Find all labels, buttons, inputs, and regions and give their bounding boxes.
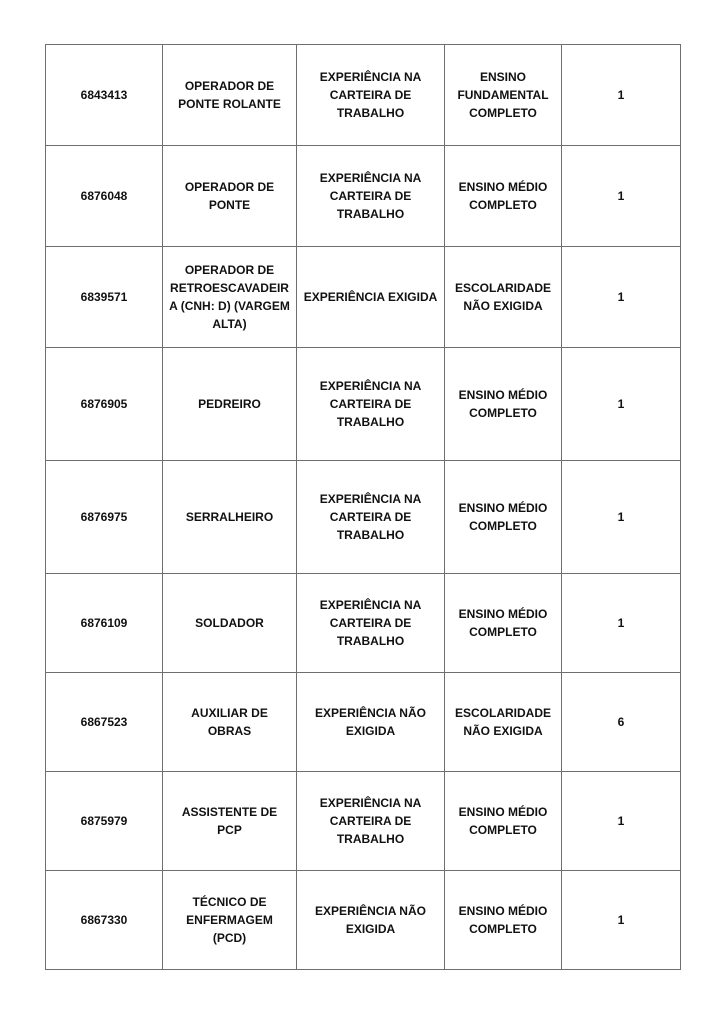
job-title-cell: AUXILIAR DE OBRAS	[163, 673, 297, 772]
vacancies-cell: 1	[562, 871, 681, 970]
job-title-cell: SERRALHEIRO	[163, 461, 297, 574]
job-title-cell: ASSISTENTE DE PCP	[163, 772, 297, 871]
education-cell: ENSINO FUNDAMENTAL COMPLETO	[445, 45, 562, 146]
experience-cell: EXPERIÊNCIA NA CARTEIRA DE TRABALHO	[297, 461, 445, 574]
job-vacancies-table	[45, 44, 681, 970]
table-row	[46, 772, 681, 871]
table-row	[46, 247, 681, 348]
experience-cell: EXPERIÊNCIA NA CARTEIRA DE TRABALHO	[297, 348, 445, 461]
education-cell: ENSINO MÉDIO COMPLETO	[445, 574, 562, 673]
vacancies-cell: 1	[562, 772, 681, 871]
vacancies-cell: 1	[562, 146, 681, 247]
job-title-cell: PEDREIRO	[163, 348, 297, 461]
job-code-cell: 6867523	[46, 673, 163, 772]
education-cell: ESCOLARIDADE NÃO EXIGIDA	[445, 673, 562, 772]
experience-cell: EXPERIÊNCIA NA CARTEIRA DE TRABALHO	[297, 574, 445, 673]
job-code-cell: 6843413	[46, 45, 163, 146]
job-code-cell: 6876905	[46, 348, 163, 461]
education-cell: ESCOLARIDADE NÃO EXIGIDA	[445, 247, 562, 348]
table-row	[46, 45, 681, 146]
document-page	[45, 44, 680, 970]
vacancies-cell: 6	[562, 673, 681, 772]
job-title-cell: SOLDADOR	[163, 574, 297, 673]
table-row	[46, 574, 681, 673]
experience-cell: EXPERIÊNCIA NA CARTEIRA DE TRABALHO	[297, 45, 445, 146]
job-code-cell: 6867330	[46, 871, 163, 970]
job-code-cell: 6875979	[46, 772, 163, 871]
vacancies-cell: 1	[562, 348, 681, 461]
education-cell: ENSINO MÉDIO COMPLETO	[445, 871, 562, 970]
vacancies-cell: 1	[562, 574, 681, 673]
job-title-cell: OPERADOR DE PONTE ROLANTE	[163, 45, 297, 146]
job-title-cell: OPERADOR DE RETROESCAVADEIRA (CNH: D) (VARGEM ALTA)	[163, 247, 297, 348]
job-title-cell: TÉCNICO DE ENFERMAGEM (PCD)	[163, 871, 297, 970]
table-row	[46, 673, 681, 772]
table-row	[46, 871, 681, 970]
job-code-cell: 6839571	[46, 247, 163, 348]
experience-cell: EXPERIÊNCIA EXIGIDA	[297, 247, 445, 348]
education-cell: ENSINO MÉDIO COMPLETO	[445, 772, 562, 871]
table-row	[46, 146, 681, 247]
job-code-cell: 6876109	[46, 574, 163, 673]
experience-cell: EXPERIÊNCIA NÃO EXIGIDA	[297, 871, 445, 970]
experience-cell: EXPERIÊNCIA NÃO EXIGIDA	[297, 673, 445, 772]
vacancies-cell: 1	[562, 45, 681, 146]
experience-cell: EXPERIÊNCIA NA CARTEIRA DE TRABALHO	[297, 772, 445, 871]
education-cell: ENSINO MÉDIO COMPLETO	[445, 146, 562, 247]
vacancies-cell: 1	[562, 461, 681, 574]
table-row	[46, 348, 681, 461]
job-code-cell: 6876048	[46, 146, 163, 247]
education-cell: ENSINO MÉDIO COMPLETO	[445, 348, 562, 461]
job-code-cell: 6876975	[46, 461, 163, 574]
table-row	[46, 461, 681, 574]
vacancies-cell: 1	[562, 247, 681, 348]
education-cell: ENSINO MÉDIO COMPLETO	[445, 461, 562, 574]
job-title-cell: OPERADOR DE PONTE	[163, 146, 297, 247]
experience-cell: EXPERIÊNCIA NA CARTEIRA DE TRABALHO	[297, 146, 445, 247]
